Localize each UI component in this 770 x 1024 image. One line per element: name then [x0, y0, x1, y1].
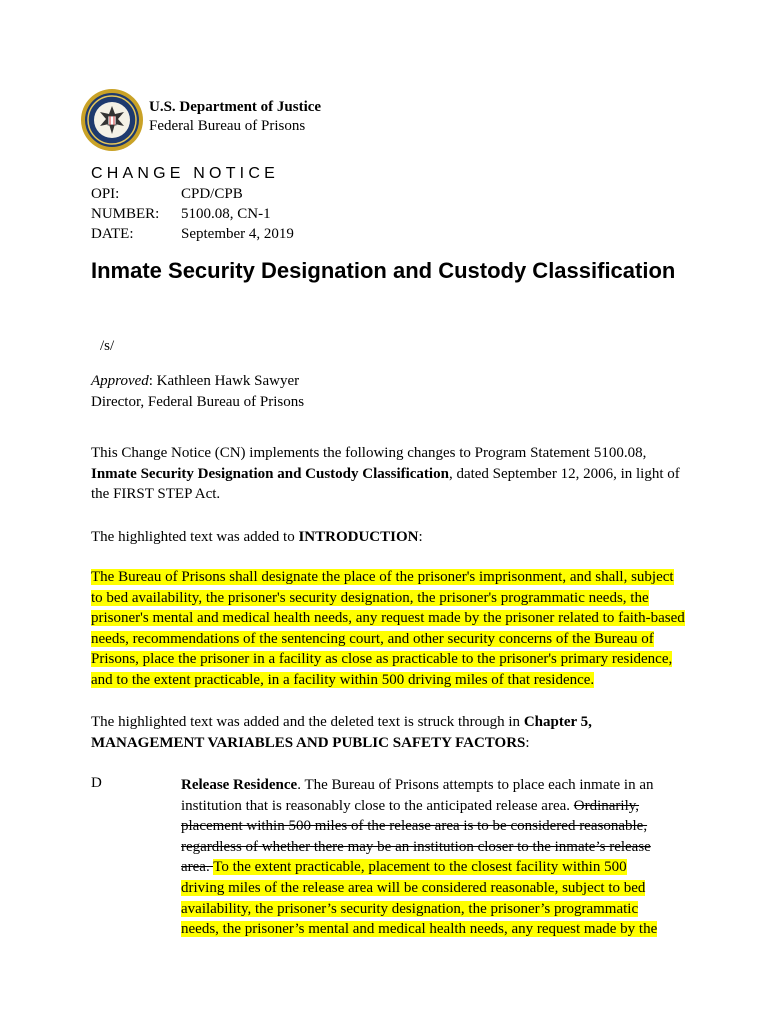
number-value: 5100.08, CN-1 [181, 206, 271, 222]
number-row [91, 204, 294, 224]
approval-block [91, 371, 304, 413]
highlighted-text: The Bureau of Prisons shall designate the place of the prisoner's imprisonment, and shall, subject to bed availability, the prisoner's security designation, the prisoner's programmatic needs, the prisoner's mental and medical health needs, any request made by the prisoner related to faith-based needs, recommendations of the sentencing court, and other security concerns of the Bureau of Prisons, place the prisoner in a facility as close as practicable to the prisoner's primary residence, and to the extent practicable, in a facility within 500 driving miles of that residence. [91, 569, 685, 688]
added-highlighted-text: To the extent practicable, placement to the closest facility within 500 driving miles of the release area will be considered reasonable, subject to bed availability, the prisoner’s security designation, the prisoner’s programmatic needs, the prisoner’s mental and medical health needs, any request made by the [181, 859, 658, 938]
section2-end: : [525, 734, 530, 751]
approval-line [91, 371, 304, 392]
section1-lead [91, 527, 691, 548]
release-residence-paragraph [181, 775, 671, 940]
item-text: . The Bureau of Prisons attempts to place each inmate in an institution that is reasonably close to the anticipated release area. [181, 777, 654, 814]
change-notice-heading: CHANGE NOTICE [91, 165, 279, 182]
approver-position: Director, Federal Bureau of Prisons [91, 394, 305, 410]
signature: /s/ [100, 338, 115, 354]
intro-paragraph [91, 443, 691, 505]
bureau-name: Federal Bureau of Prisons [149, 118, 306, 134]
item-letter: D [91, 775, 102, 791]
opi-label: OPI: [91, 186, 120, 202]
date-row [91, 224, 294, 244]
section1-highlighted-paragraph [91, 567, 687, 691]
agency-block [149, 98, 321, 136]
opi-row [91, 184, 294, 204]
notice-meta [91, 184, 294, 244]
section2-lead [91, 712, 691, 753]
section2-bold: Chapter 5, MANAGEMENT VARIABLES AND PUBLIC SAFETY FACTORS [91, 714, 592, 751]
section2-lead-text: The highlighted text was added and the deleted text is struck through in [91, 714, 524, 730]
intro-text-2: , dated September 12, 2006, in light of the FIRST STEP Act. [91, 465, 680, 503]
number-label: NUMBER: [91, 206, 160, 222]
struck-text: Ordinarily, placement within 500 miles of the release area is to be considered reasonable, regardless of whether there may be an institution closer to the inmate’s release area. [181, 797, 651, 876]
item-bold-heading: Release Residence [181, 777, 298, 793]
section1-lead-text: The highlighted text was added to [91, 529, 299, 545]
date-label: DATE: [91, 226, 134, 242]
intro-bold-title: Inmate Security Designation and Custody Classification [91, 465, 449, 482]
approved-label: Approved [91, 373, 149, 389]
department-name: U.S. Department of Justice [149, 99, 322, 115]
section1-end: : [418, 529, 423, 545]
doj-seal-icon [80, 88, 144, 152]
approver-name: : Kathleen Hawk Sawyer [148, 373, 300, 389]
section1-bold: INTRODUCTION [298, 529, 419, 545]
intro-text-1: This Change Notice (CN) implements the following changes to Program Statement 5100.08, [91, 445, 647, 461]
opi-value: CPD/CPB [181, 186, 243, 202]
date-value: September 4, 2019 [181, 226, 294, 242]
document-title: Inmate Security Designation and Custody Classification [91, 258, 676, 283]
